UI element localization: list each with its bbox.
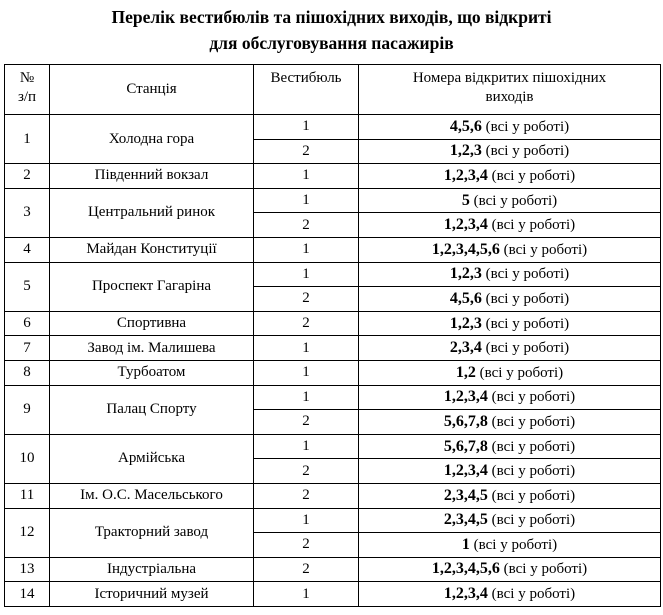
station-name: Завод ім. Малишева — [50, 336, 254, 361]
open-exits — [359, 385, 661, 410]
vestibule-number: 1 — [254, 262, 359, 287]
station-name: Ім. О.С. Масельського — [50, 483, 254, 508]
open-exits — [359, 237, 661, 262]
vestibule-number: 2 — [254, 139, 359, 164]
table-row — [5, 336, 661, 361]
status-note: (всі у роботі) — [485, 315, 570, 332]
table-row — [5, 385, 661, 410]
header-station — [50, 65, 254, 115]
open-exits — [359, 139, 661, 164]
table-body — [5, 115, 661, 607]
vestibule-number: 1 — [254, 434, 359, 459]
table-row — [5, 582, 661, 607]
vestibule-number: 1 — [254, 164, 359, 189]
table-row — [5, 115, 661, 140]
station-name: Центральний ринок — [50, 188, 254, 237]
open-exits — [359, 533, 661, 558]
station-name: Спортивна — [50, 311, 254, 336]
row-number: 9 — [5, 385, 50, 434]
station-name: Історичний музей — [50, 582, 254, 607]
table-row — [5, 557, 661, 582]
status-note: (всі у роботі) — [473, 536, 558, 553]
status-note: (всі у роботі) — [503, 241, 588, 258]
vestibule-number: 1 — [254, 385, 359, 410]
open-exits — [359, 336, 661, 361]
exit-numbers: 1,2,3,4 — [443, 216, 488, 234]
vestibule-number: 2 — [254, 287, 359, 312]
status-note: (всі у роботі) — [491, 586, 576, 603]
station-name: Майдан Конституції — [50, 237, 254, 262]
header-exits-line-1: Номера відкритих пішохідних — [412, 70, 607, 86]
exit-numbers: 2,3,4,5 — [443, 511, 488, 529]
open-exits — [359, 311, 661, 336]
open-exits — [359, 188, 661, 213]
station-name: Армійська — [50, 434, 254, 483]
exit-numbers: 1,2 — [455, 363, 476, 381]
exit-numbers: 4,5,6 — [449, 289, 482, 307]
open-exits — [359, 582, 661, 607]
table-row — [5, 188, 661, 213]
status-note: (всі у роботі) — [491, 487, 576, 504]
row-number: 2 — [5, 164, 50, 189]
row-number: 12 — [5, 508, 50, 557]
exit-numbers: 5 — [461, 191, 470, 209]
status-note: (всі у роботі) — [491, 389, 576, 406]
header-vestibule-label: Вестибюль — [270, 70, 342, 86]
table-row — [5, 311, 661, 336]
exit-numbers: 4,5,6 — [449, 117, 482, 135]
exit-numbers: 1,2,3,4 — [443, 166, 488, 184]
exit-numbers: 1,2,3,4 — [443, 462, 488, 480]
exit-numbers: 5,6,7,8 — [443, 412, 488, 430]
exit-numbers: 1,2,3,4,5,6 — [431, 560, 500, 578]
vestibule-number: 2 — [254, 459, 359, 484]
row-number: 13 — [5, 557, 50, 582]
station-name: Індустріальна — [50, 557, 254, 582]
open-exits — [359, 557, 661, 582]
vestibule-number: 1 — [254, 336, 359, 361]
row-number: 3 — [5, 188, 50, 237]
status-note: (всі у роботі) — [485, 143, 570, 160]
open-exits — [359, 262, 661, 287]
row-number: 1 — [5, 115, 50, 164]
status-note: (всі у роботі) — [485, 340, 570, 357]
vestibule-number: 1 — [254, 237, 359, 262]
vestibule-number: 2 — [254, 311, 359, 336]
row-number: 8 — [5, 360, 50, 385]
title-line-1: Перелік вестибюлів та пішохідних виходів, що відкриті — [111, 7, 552, 27]
vestibule-number: 1 — [254, 360, 359, 385]
open-exits — [359, 410, 661, 435]
table-row — [5, 434, 661, 459]
exit-numbers: 1,2,3,4 — [443, 388, 488, 406]
exit-numbers: 1,2,3,4 — [443, 585, 488, 603]
status-note: (всі у роботі) — [473, 192, 558, 209]
open-exits — [359, 164, 661, 189]
row-number: 7 — [5, 336, 50, 361]
document-title — [0, 4, 663, 56]
open-exits — [359, 360, 661, 385]
table-row — [5, 483, 661, 508]
status-note: (всі у роботі) — [479, 364, 564, 381]
status-note: (всі у роботі) — [485, 118, 570, 135]
row-number: 14 — [5, 582, 50, 607]
header-number-line-2: з/п — [17, 89, 37, 105]
open-exits — [359, 213, 661, 238]
vestibule-number: 1 — [254, 508, 359, 533]
table-header-row — [5, 65, 661, 115]
row-number: 6 — [5, 311, 50, 336]
status-note: (всі у роботі) — [491, 217, 576, 234]
exit-numbers: 2,3,4 — [449, 339, 482, 357]
station-name: Холодна гора — [50, 115, 254, 164]
status-note: (всі у роботі) — [503, 561, 588, 578]
row-number: 4 — [5, 237, 50, 262]
open-exits — [359, 483, 661, 508]
station-name: Тракторний завод — [50, 508, 254, 557]
vestibule-number: 1 — [254, 115, 359, 140]
station-name: Проспект Гагаріна — [50, 262, 254, 311]
table-row — [5, 237, 661, 262]
status-note: (всі у роботі) — [491, 463, 576, 480]
exit-numbers: 2,3,4,5 — [443, 486, 488, 504]
exit-numbers: 1,2,3 — [449, 314, 482, 332]
exit-numbers: 1 — [461, 535, 470, 553]
station-name: Південний вокзал — [50, 164, 254, 189]
header-number-line-1: № — [19, 70, 35, 86]
status-note: (всі у роботі) — [491, 167, 576, 184]
header-number — [5, 65, 50, 115]
table-row — [5, 262, 661, 287]
exit-numbers: 1,2,3,4,5,6 — [431, 240, 500, 258]
status-note: (всі у роботі) — [485, 290, 570, 307]
status-note: (всі у роботі) — [491, 512, 576, 529]
row-number: 10 — [5, 434, 50, 483]
open-exits — [359, 508, 661, 533]
open-exits — [359, 434, 661, 459]
table-row — [5, 360, 661, 385]
header-exits — [359, 65, 661, 115]
status-note: (всі у роботі) — [491, 438, 576, 455]
vestibule-number: 2 — [254, 410, 359, 435]
header-exits-line-2: виходів — [485, 89, 534, 105]
vestibule-number: 1 — [254, 188, 359, 213]
table-row — [5, 508, 661, 533]
exit-numbers: 1,2,3 — [449, 142, 482, 160]
vestibule-number: 2 — [254, 213, 359, 238]
vestibule-number: 2 — [254, 533, 359, 558]
station-name: Палац Спорту — [50, 385, 254, 434]
exit-numbers: 5,6,7,8 — [443, 437, 488, 455]
row-number: 11 — [5, 483, 50, 508]
header-vestibule — [254, 65, 359, 115]
station-name: Турбоатом — [50, 360, 254, 385]
open-exits — [359, 287, 661, 312]
exits-table — [4, 64, 661, 607]
exit-numbers: 1,2,3 — [449, 265, 482, 283]
open-exits — [359, 459, 661, 484]
header-station-label: Станція — [126, 81, 177, 97]
row-number: 5 — [5, 262, 50, 311]
vestibule-number: 1 — [254, 582, 359, 607]
status-note: (всі у роботі) — [485, 266, 570, 283]
status-note: (всі у роботі) — [491, 413, 576, 430]
title-line-2: для обслуговування пасажирів — [209, 33, 454, 53]
vestibule-number: 2 — [254, 483, 359, 508]
table-row — [5, 164, 661, 189]
vestibule-number: 2 — [254, 557, 359, 582]
open-exits — [359, 115, 661, 140]
